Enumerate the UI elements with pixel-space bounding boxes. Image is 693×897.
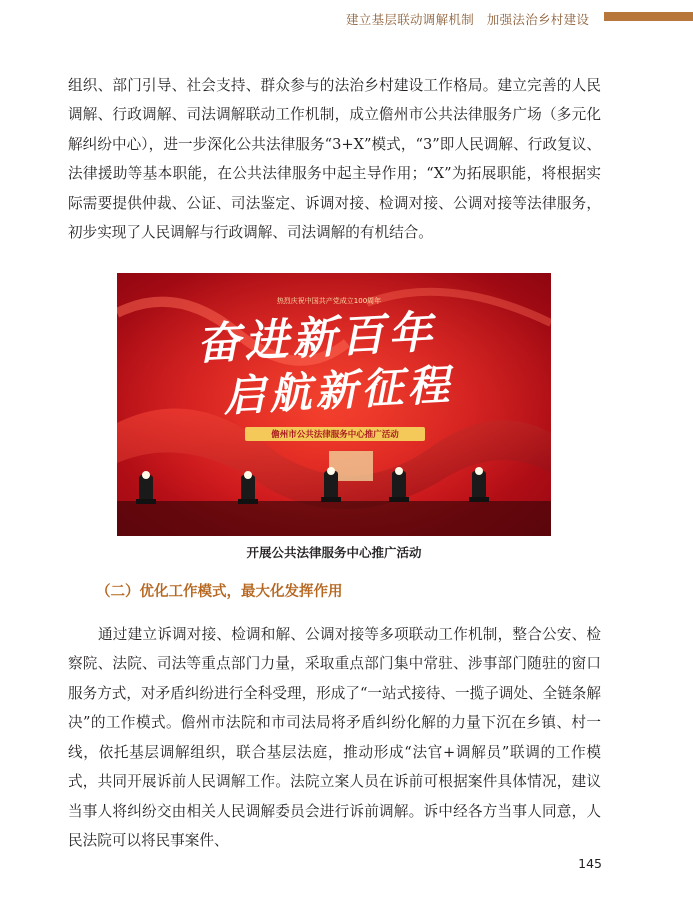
stage-floor bbox=[117, 501, 551, 536]
event-photo-artwork bbox=[117, 273, 551, 536]
page-number: 145 bbox=[578, 856, 602, 871]
photo-slogan-line-1: 奋进新百年 bbox=[195, 306, 438, 371]
running-header-title: 建立基层联动调解机制 加强法治乡村建设 bbox=[346, 12, 590, 27]
photo-small-top-text: 热烈庆祝中国共产党成立100周年 bbox=[276, 297, 382, 305]
event-photo bbox=[117, 273, 551, 536]
section-heading: （二）优化工作模式，最大化发挥作用 bbox=[96, 584, 343, 600]
photo-caption: 开展公共法律服务中心推广活动 bbox=[246, 545, 422, 560]
body-paragraph-1: 组织、部门引导、社会支持、群众参与的法治乡村建设工作格局。建立完善的人民调解、行政调解、司法调解联动工作机制，成立儋州市公共法律服务广场（多元化解纠纷中心），进一步深化公共法律服务“3+X”模式，“3”即人民调解、行政复议、法律援助等基本职能，在公共法律服务中起主导作用；“X”为拓展职能，将根据实际需要提供仲裁、公证、司法鉴定、诉调对接、检调对接、公调对接等法律服务，初步实现了人民调解与行政调解、司法调解的有机结合。 bbox=[68, 76, 601, 242]
photo-banner-text: 儋州市公共法律服务中心推广活动 bbox=[271, 430, 399, 440]
body-paragraph-2: 通过建立诉调对接、检调和解、公调对接等多项联动工作机制，整合公安、检察院、法院、司法等重点部门力量，采取重点部门集中常驻、涉事部门随驻的窗口服务方式，对矛盾纠纷进行全科受理，形成了“一站式接待、一揽子调处、全链条解决”的工作模式。儋州市法院和市司法局将矛盾纠纷化解的力量下沉在乡镇、村一线，依托基层调解组织，联合基层法庭，推动形成“法官+调解员”联调的工作模式，共同开展诉前人民调解工作。法院立案人员在诉前可根据案件具体情况，建议当事人将纠纷交由相关人民调解委员会进行诉前调解。诉中经各方当事人同意，人民法院可以将民事案件、 bbox=[68, 625, 601, 850]
photo-slogan-line-2: 启航新征程 bbox=[222, 360, 455, 422]
header-accent-bar bbox=[604, 12, 693, 21]
